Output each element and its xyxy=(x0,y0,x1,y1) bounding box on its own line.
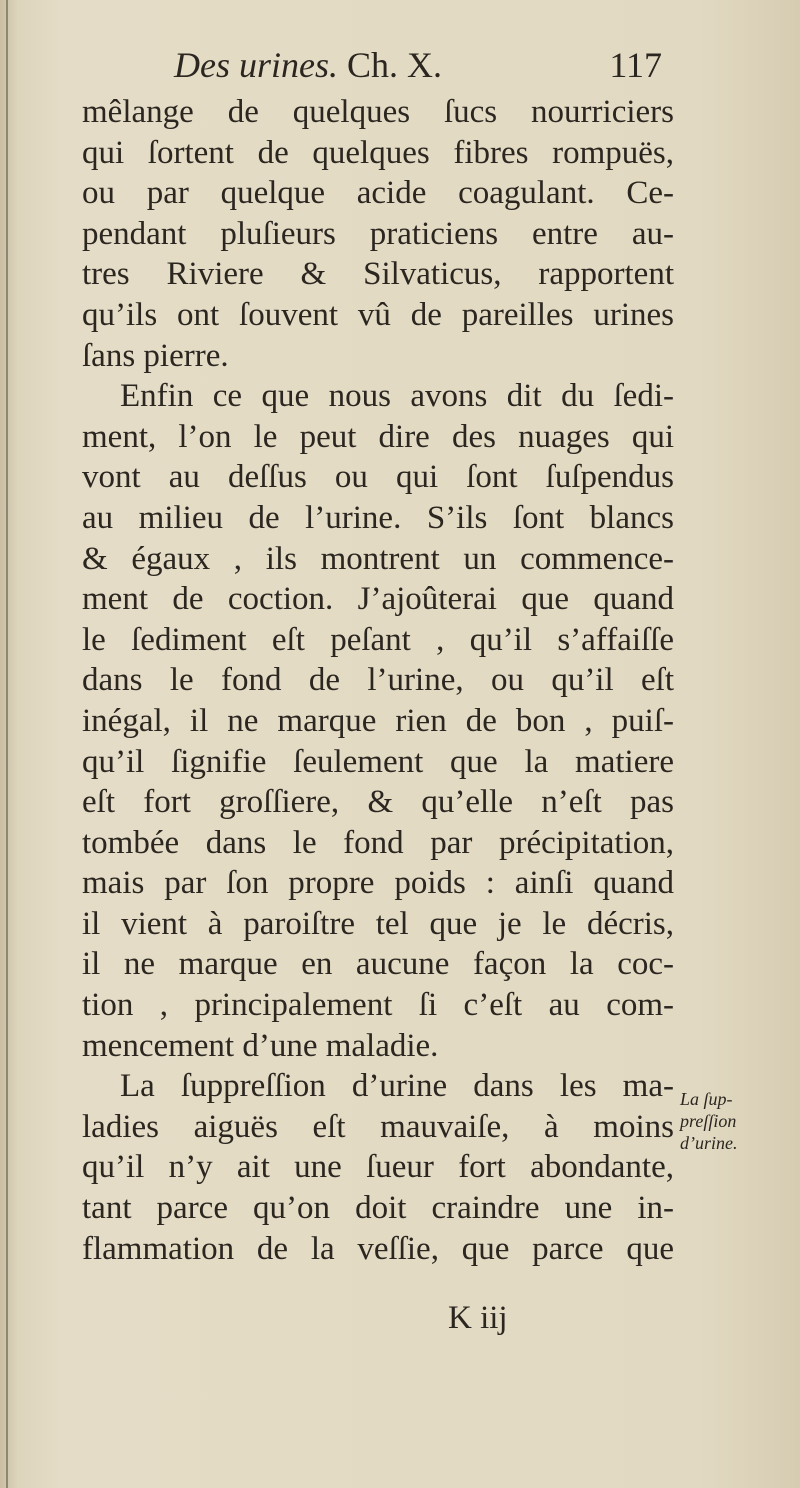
text-line: ou par quelque acide coagulant. Ce- xyxy=(82,175,674,212)
text-line: ment, l’on le peut dire des nuages qui xyxy=(82,418,674,455)
text-line: au milieu de l’urine. S’ils ſont blancs xyxy=(82,499,674,536)
running-title-chapter: Ch. X. xyxy=(347,45,443,85)
text-line: qui ſortent de quelques fibres rompuës, xyxy=(82,134,674,171)
text-line: dans le fond de l’urine, ou qu’il eſt xyxy=(82,662,674,699)
text-line: qu’il n’y ait une ſueur fort abondante, xyxy=(82,1149,674,1186)
text-line: ladies aiguës eſt mauvaiſe, à moins xyxy=(82,1108,674,1145)
page-number: 117 xyxy=(609,45,662,85)
text-line: La ſuppreſſion d’urine dans les ma- xyxy=(120,1068,674,1105)
page-header xyxy=(82,44,662,98)
text-line: qu’ils ont ſouvent vû de pareilles urines xyxy=(82,296,674,333)
text-line: qu’il ſignifie ſeulement que la matiere xyxy=(82,743,674,780)
text-line: flammation de la veſſie, que parce que xyxy=(82,1230,674,1267)
text-line: mais par ſon propre poids : ainſi quand xyxy=(82,865,674,902)
margin-note xyxy=(680,1088,792,1154)
text-line: il ne marque en aucune façon la coc- xyxy=(82,946,674,983)
text-line: le ſediment eſt peſant , qu’il s’affaiſſe xyxy=(82,621,674,658)
signature-mark: K iij xyxy=(448,1300,508,1336)
gutter-edge xyxy=(6,0,8,1488)
text-line: tres Riviere & Silvaticus, rapportent xyxy=(82,256,674,293)
text-line: tombée dans le fond par précipitation, xyxy=(82,824,674,861)
text-line: & égaux , ils montrent un commence- xyxy=(82,540,674,577)
text-line: ment de coction. J’ajoûterai que quand xyxy=(82,581,674,618)
running-title xyxy=(174,44,442,86)
margin-note-line: d’urine. xyxy=(680,1133,738,1153)
text-line: il vient à paroiſtre tel que je le décris, xyxy=(82,905,674,942)
text-line: mêlange de quelques ſucs nourriciers xyxy=(82,94,674,130)
margin-note-line: La ſup- xyxy=(680,1089,733,1109)
text-line: tant parce qu’on doit craindre une in- xyxy=(82,1190,674,1227)
margin-note-line: preſſion xyxy=(680,1111,737,1131)
text-line: eſt fort groſſiere, & qu’elle n’eſt pas xyxy=(82,784,674,821)
text-line: tion , principalement ſi c’eſt au com- xyxy=(82,987,674,1024)
text-line: vont au deſſus ou qui ſont ſuſpendus xyxy=(82,459,674,496)
running-title-italic: Des urines. xyxy=(174,45,338,85)
text-line: inégal, il ne marque rien de bon , puiſ- xyxy=(82,702,674,739)
text-line: Enfin ce que nous avons dit du ſedi- xyxy=(120,378,674,415)
text-line: pendant pluſieurs praticiens entre au- xyxy=(82,215,674,252)
body-text xyxy=(82,92,674,1269)
text-line: mencement d’une maladie. xyxy=(82,1027,439,1064)
text-line: ſans pierre. xyxy=(82,337,229,374)
